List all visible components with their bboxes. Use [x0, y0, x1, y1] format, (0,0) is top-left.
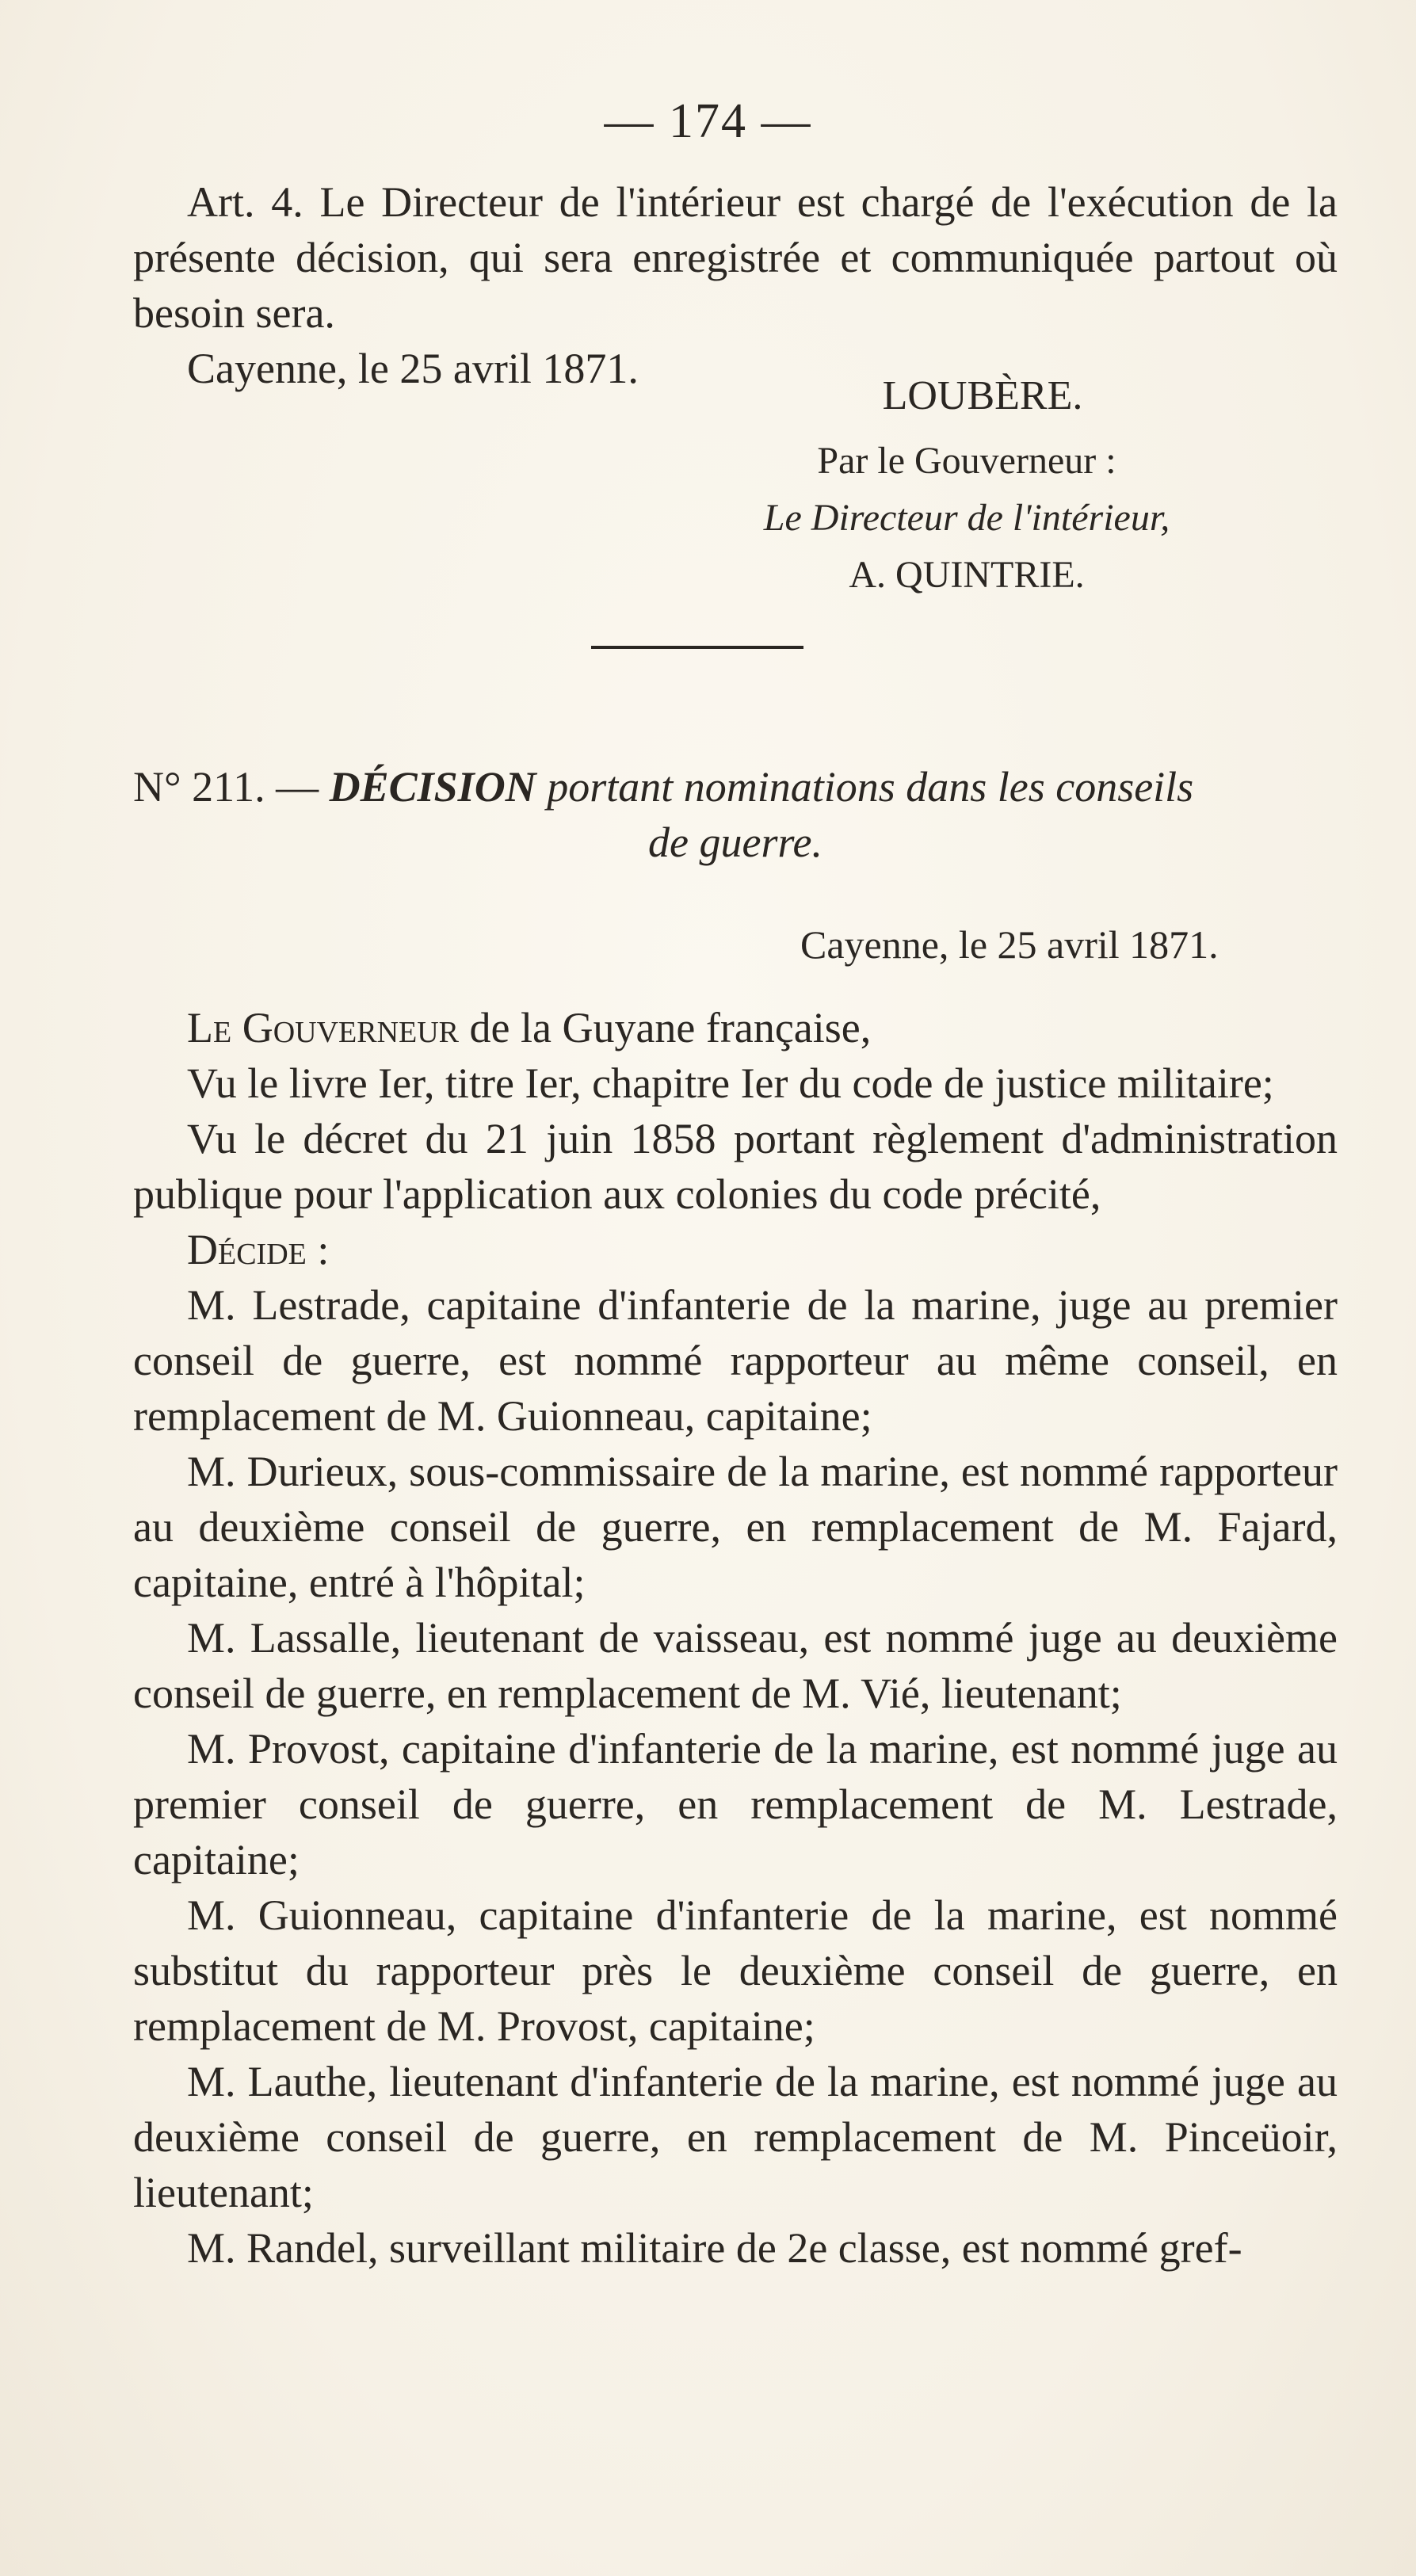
paragraph-1: M. Lestrade, capitaine d'infanterie de la marine, juge au premier conseil de guerre, est nommé rapporteur au même conseil, en remplacement de M. Guionneau, capitaine;: [133, 1281, 1338, 1440]
governor-rest: de la Guyane française,: [459, 1004, 872, 1051]
paragraph-5: M. Guionneau, capitaine d'infanterie de la marine, est nommé substitut du rapporteur près le deuxième conseil de guerre, en remplacement de M. Provost, capitaine;: [133, 1891, 1338, 2050]
signature-by: Par le Gouverneur :: [817, 440, 1116, 482]
vu-2: Vu le décret du 21 juin 1858 portant règlement d'administration publique pour l'application aux colonies du code précité,: [133, 1115, 1338, 1218]
decision-body: [133, 1000, 1338, 2276]
decision-title-line2: de guerre.: [648, 819, 823, 866]
decision-number: N° 211.: [133, 763, 265, 811]
article-4: [133, 174, 1338, 396]
signature-signatory: A. QUINTRIE.: [849, 554, 1085, 596]
decision-dateline: Cayenne, le 25 avril 1871.: [800, 922, 1219, 967]
article-4-text: Art. 4. Le Directeur de l'intérieur est chargé de l'exécution de la présente décision, qui sera enregistrée et communiquée partout où besoin sera.: [133, 178, 1338, 337]
decision-title-rest: portant nominations dans les conseils: [536, 763, 1194, 811]
date-line-1: Cayenne, le 25 avril 1871.: [187, 345, 639, 392]
page-number: — 174 —: [604, 94, 812, 148]
paragraph-3: M. Lassalle, lieutenant de vaisseau, est nommé juge au deuxième conseil de guerre, en remplacement de M. Vié, lieutenant;: [133, 1614, 1338, 1717]
paragraph-2: M. Durieux, sous-commissaire de la marine, est nommé rapporteur au deuxième conseil de guerre, en remplacement de M. Fajard, capitaine, entré à l'hôpital;: [133, 1448, 1338, 1606]
paragraph-7: M. Randel, surveillant militaire de 2e classe, est nommé gref-: [187, 2224, 1242, 2272]
decide: Décide :: [187, 1226, 330, 1273]
vu-1: Vu le livre Ier, titre Ier, chapitre Ier du code de justice militaire;: [187, 1059, 1274, 1107]
decision-heading: [133, 759, 1338, 870]
paragraph-6: M. Lauthe, lieutenant d'infanterie de la marine, est nommé juge au deuxième conseil de guerre, en remplacement de M. Pinceüoir, lieutenant;: [133, 2058, 1338, 2216]
decision-title-word: DÉCISION: [329, 763, 536, 811]
paragraph-4: M. Provost, capitaine d'infanterie de la marine, est nommé juge au premier conseil de guerre, en remplacement de M. Lestrade, capitaine;: [133, 1725, 1338, 1883]
decision-dash: —: [265, 763, 330, 811]
governor-prefix: Le Gouverneur: [187, 1004, 460, 1051]
signature-role: Le Directeur de l'intérieur,: [763, 497, 1170, 539]
signature-name: LOUBÈRE.: [882, 373, 1083, 418]
governor-line: [133, 1000, 1338, 1055]
section-divider: [591, 646, 803, 649]
